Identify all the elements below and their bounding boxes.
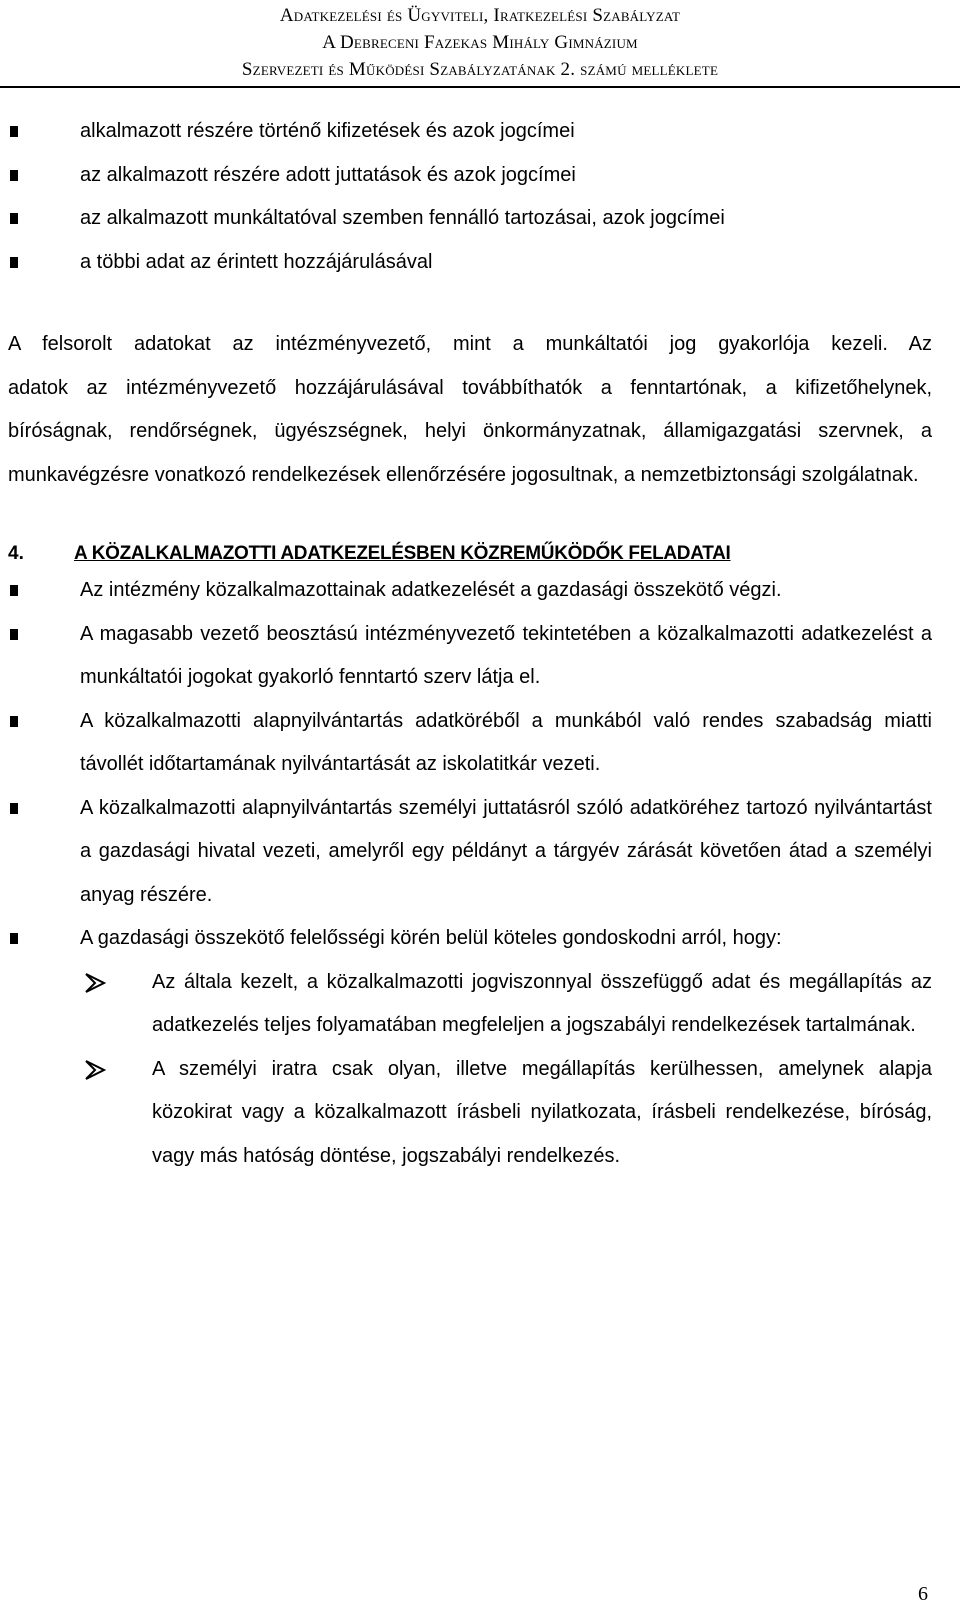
list-item: Az intézmény közalkalmazottainak adatkezelését a gazdasági összekötő végzi. [8,569,932,613]
body-paragraph [8,323,932,497]
header-line-2: A Debreceni Fazekas Mihály Gimnázium [322,32,638,53]
sub-list-item: A személyi iratra csak olyan, illetve megállapítás kerülhessen, amelynek alapja közokirat vagy a közalkalmazott írásbeli nyilatkozata, írásbeli rendelkezése, bíróság, vagy más hatóság döntése, jogszabályi rendelkezés. [80,1048,932,1179]
data-list [8,110,932,284]
square-bullet-icon [10,716,18,727]
list-item: a többi adat az érintett hozzájárulásával [8,241,932,285]
list-item: A magasabb vezető beosztású intézményvezető tekintetében a közalkalmazotti adatkezelést a munkáltatói jogokat gyakorló fenntartó szerv látja el. [8,613,932,700]
list-item: A közalkalmazotti alapnyilvántartás adatköréből a munkából való rendes szabadság miatti távollét időtartamának nyilvántartását az iskolatitkár vezeti. [8,700,932,787]
paragraph-text: adatok az intézményvezető hozzájárulásával továbbíthatók a fenntartónak, a kifizetőhelynek, bíróságnak, rendőrségnek, ügyészségnek, helyi önkormányzatnak, államigazgatási szervnek, a munkavégzésre vonatkozó rendelkezések ellenőrzésére jogosultnak, a nemzetbiztonsági szolgálatnak. [8,376,932,486]
list-item: A gazdasági összekötő felelősségi körén belül köteles gondoskodni arról, hogy: [8,917,932,961]
square-bullet-icon [10,213,18,224]
square-bullet-icon [10,585,18,596]
square-bullet-icon [10,629,18,640]
list-item: A közalkalmazotti alapnyilvántartás személyi juttatásról szóló adatköréhez tartozó nyilvántartást a gazdasági hivatal vezeti, amelyről egy példányt a tárgyév zárását követően átad a személyi anyag részére. [8,787,932,918]
header-line-3: Szervezeti és Működési Szabályzatának 2. számú melléklete [241,59,719,80]
sub-list-item: Az általa kezelt, a közalkalmazotti jogviszonnyal összefüggő adat és megállapítás az adatkezelés teljes folyamatában megfeleljen a jogszabályi rendelkezések tartalmának. [80,961,932,1048]
section-title: A KÖZALKALMAZOTTI ADATKEZELÉSBEN KÖZREMŰKÖDŐK FELADATAI [74,543,731,564]
page-number: 6 [918,1583,928,1605]
document-body [8,110,932,1178]
paragraph-first-line: A felsorolt adatokat az intézményvezető, mint a munkáltatói jog gyakorlója kezeli. Az [8,333,932,355]
arrow-bullet-icon [84,1060,106,1080]
list-item: az alkalmazott részére adott juttatások és azok jogcímei [8,154,932,198]
arrow-bullet-icon [84,973,106,993]
duties-list [8,569,932,961]
section-heading [8,539,932,569]
page-header [0,0,960,83]
list-item: az alkalmazott munkáltatóval szemben fennálló tartozásai, azok jogcímei [8,197,932,241]
sub-list [80,961,932,1179]
square-bullet-icon [10,803,18,814]
square-bullet-icon [10,170,18,181]
section-number: 4. [8,543,24,564]
square-bullet-icon [10,257,18,268]
list-item: alkalmazott részére történő kifizetések és azok jogcímei [8,110,932,154]
header-divider [0,86,960,88]
header-line-1: Adatkezelési és Ügyviteli, Iratkezelési Szabályzat [279,5,681,26]
square-bullet-icon [10,933,18,944]
square-bullet-icon [10,126,18,137]
